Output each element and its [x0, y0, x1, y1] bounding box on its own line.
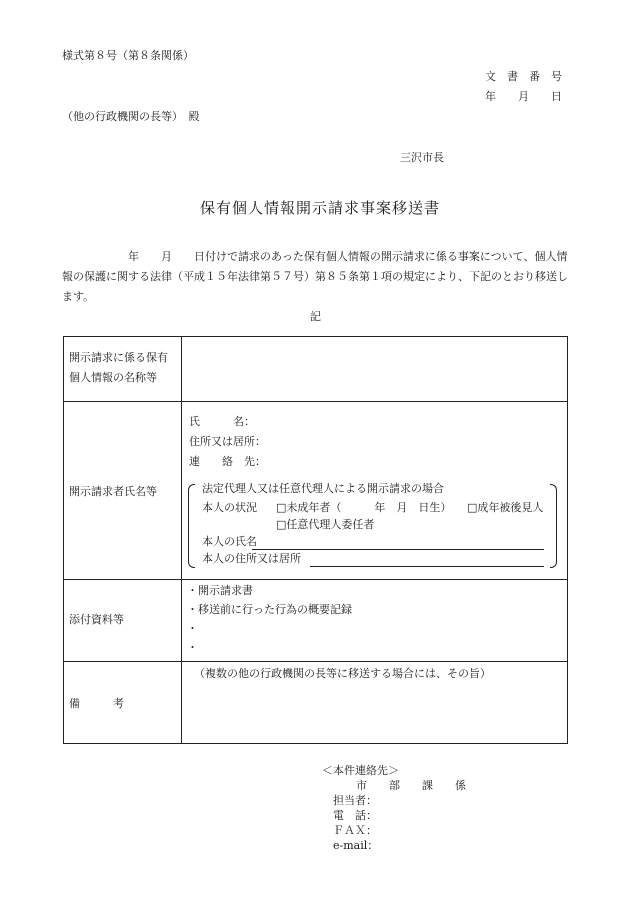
contact-label: 連 絡 先： — [189, 455, 266, 468]
contact-heading: ＜本件連絡先＞ — [322, 764, 399, 777]
remarks-note: （複数の他の行政機関の長等に移送する場合には、その旨） — [194, 667, 491, 680]
sender: 三沢市長 — [400, 151, 444, 164]
table-row-divider — [64, 579, 567, 580]
ki-label: 記 — [310, 310, 321, 323]
agent-heading: 法定代理人又は任意代理人による開示請求の場合 — [202, 482, 444, 495]
contact-phone: 電 話： — [333, 809, 377, 822]
principal-name-field[interactable] — [252, 549, 544, 550]
row3-label: 添付資料等 — [69, 613, 124, 626]
name-label: 氏 名： — [189, 415, 255, 428]
attachment-item: ・移送前に行った行為の概要記録 — [187, 603, 352, 616]
page-title: 保有個人情報開示請求事案移送書 — [200, 199, 441, 217]
address-label: 住所又は居所： — [189, 435, 266, 448]
proxy-checkbox[interactable]: □任意代理人委任者 — [276, 518, 375, 531]
document-number: 文 書 番 号 — [485, 70, 562, 83]
ward-checkbox[interactable]: □成年被後見人 — [467, 501, 544, 514]
contact-person: 担当者： — [333, 794, 377, 807]
agent-bracket-left — [188, 484, 195, 568]
attachment-item: ・開示請求書 — [187, 584, 253, 597]
attachment-item: ・ — [187, 641, 198, 654]
minor-checkbox[interactable]: □未成年者（ 年 月 日生） — [276, 501, 452, 514]
attachment-item: ・ — [187, 622, 198, 635]
row1-label-line2: 個人情報の名称等 — [69, 371, 157, 384]
form-number: 様式第８号（第８条関係） — [62, 49, 194, 62]
agent-bracket-right — [550, 484, 557, 568]
principal-address-field[interactable] — [310, 566, 544, 567]
contact-department: 市 部 課 係 — [356, 779, 466, 792]
addressee: （他の行政機関の長等） 殿 — [62, 110, 200, 123]
status-label: 本人の状況 — [202, 501, 257, 514]
row1-label-line1: 開示請求に係る保有 — [69, 351, 168, 364]
table-row-divider — [64, 661, 567, 662]
document-date: 年 月 日 — [485, 90, 562, 103]
principal-name-label: 本人の氏名 — [202, 535, 257, 548]
row2-label: 開示請求者氏名等 — [69, 485, 157, 498]
body-paragraph: 年 月 日付けで請求のあった保有個人情報の開示請求に係る事案について、個人情報の保護に関する法律（平成１５年法律第５７号）第８５条第１項の規定により、下記のとおり移送します。 — [62, 250, 568, 303]
transfer-table — [63, 336, 568, 744]
contact-email: e-mail： — [333, 839, 379, 852]
row4-label: 備 考 — [69, 697, 124, 710]
contact-fax: ＦＡＸ： — [333, 824, 377, 837]
table-row-divider — [64, 401, 567, 402]
table-column-divider — [181, 337, 182, 743]
principal-address-label: 本人の住所又は居所 — [202, 552, 301, 565]
